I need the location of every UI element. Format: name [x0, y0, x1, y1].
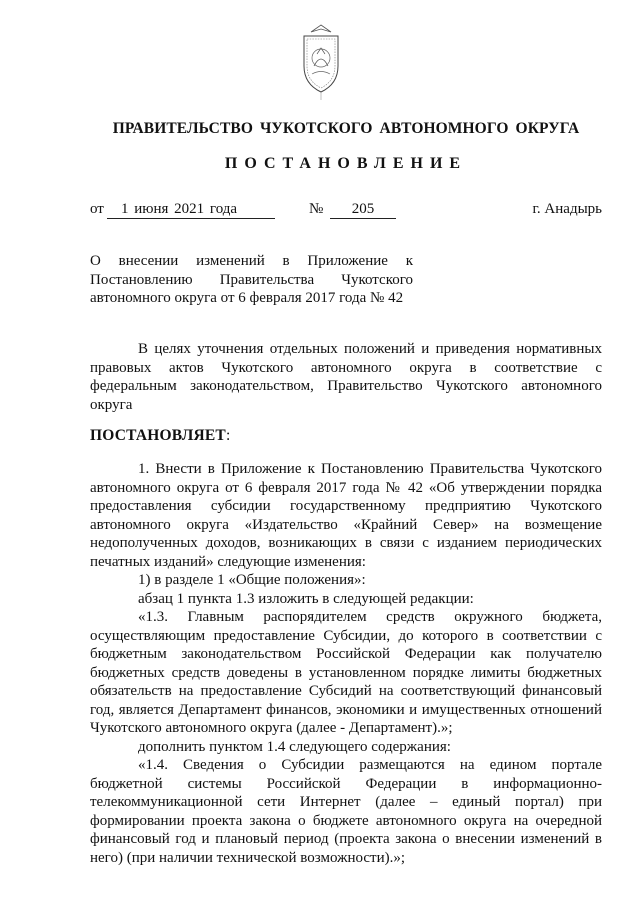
- number-label: №: [309, 201, 324, 217]
- date-from-label: от: [90, 201, 104, 217]
- body-line: бюджетных средств доведены в установленном порядке лимиты бюджетных: [90, 664, 602, 681]
- body-line: абзац 1 пункта 1.3 изложить в следующей редакции:: [138, 590, 474, 607]
- subject-line: О внесении изменений в Приложение к: [90, 253, 413, 269]
- body-line: него) (при наличии технической возможности).»;: [90, 849, 406, 866]
- preamble-line: В целях уточнения отдельных положений и приведения нормативных: [138, 341, 602, 357]
- resolves-word: ПОСТАНОВЛЯЕТ: [90, 427, 226, 444]
- document-subject: [90, 252, 413, 308]
- document-city: г. Анадырь: [532, 201, 602, 217]
- body-line: финансовый год и плановый период (проекта закона о внесении изменений в: [90, 831, 602, 847]
- resolution-body: [90, 460, 602, 867]
- government-title: ПРАВИТЕЛЬСТВО ЧУКОТСКОГО АВТОНОМНОГО ОКРУГА: [112, 120, 580, 137]
- body-line: телекоммуникационной сети Интернет (далее – единый портал) при: [90, 794, 602, 810]
- preamble-line: федеральным законодательством, Правительство Чукотского автономного: [90, 378, 602, 394]
- body-line: год, является Департамент финансов, экономики и имущественных отношений: [90, 701, 602, 718]
- body-line: дополнить пунктом 1.4 следующего содержания:: [138, 738, 451, 755]
- body-line: бюджетной системы Российской Федерации в информационно-: [90, 775, 602, 792]
- document-number: 205: [330, 201, 396, 219]
- body-line: автономного округа «Издательство «Крайний Север» на возмещение: [90, 516, 602, 533]
- body-line: 1) в разделе 1 «Общие положения»:: [138, 572, 366, 588]
- body-line: бюджетным законодательством Российской Федерации как получателю: [90, 646, 602, 662]
- body-line: Чукотского автономного округа (далее - Департамент).»;: [90, 720, 453, 736]
- preamble-line: правовых актов Чукотского автономного округа в соответствие с: [90, 359, 602, 376]
- body-line: обязательств на предоставление Субсидий на соответствующий финансовый: [90, 683, 602, 699]
- document-date-field: [107, 201, 275, 219]
- resolves-colon: :: [225, 427, 231, 444]
- subject-line: автономного округа от 6 февраля 2017 года № 42: [90, 290, 404, 306]
- body-line: осуществляющим предоставление Субсидии, до которого в соответствии с: [90, 627, 602, 644]
- body-line: формировании проекта закона о бюджете автономного округа на очередной: [90, 812, 602, 829]
- body-line: «1.3. Главным распорядителем средств окружного бюджета,: [138, 609, 602, 625]
- body-line: 1. Внести в Приложение к Постановлению Правительства Чукотского: [138, 461, 602, 477]
- body-line: автономного округа от 6 февраля 2017 года № 42 «Об утверждении порядка: [90, 479, 602, 496]
- body-line: печатных изданий» следующие изменения:: [90, 553, 366, 570]
- document-date: 1 июня 2021 года: [121, 201, 238, 217]
- document-type-heading: ПОСТАНОВЛЕНИЕ: [224, 155, 468, 172]
- subject-line: Постановлению Правительства Чукотского: [90, 271, 413, 288]
- body-line: «1.4. Сведения о Субсидии размещаются на едином портале: [138, 757, 602, 773]
- preamble: [90, 340, 602, 414]
- coat-of-arms-icon: [298, 22, 344, 104]
- resolves-heading: [90, 427, 230, 445]
- preamble-line: округа: [90, 396, 133, 413]
- body-line: недополученных доходов, возникающих в связи с изданием периодических: [90, 535, 602, 551]
- body-line: предоставления субсидии государственному предприятию Чукотского: [90, 498, 602, 514]
